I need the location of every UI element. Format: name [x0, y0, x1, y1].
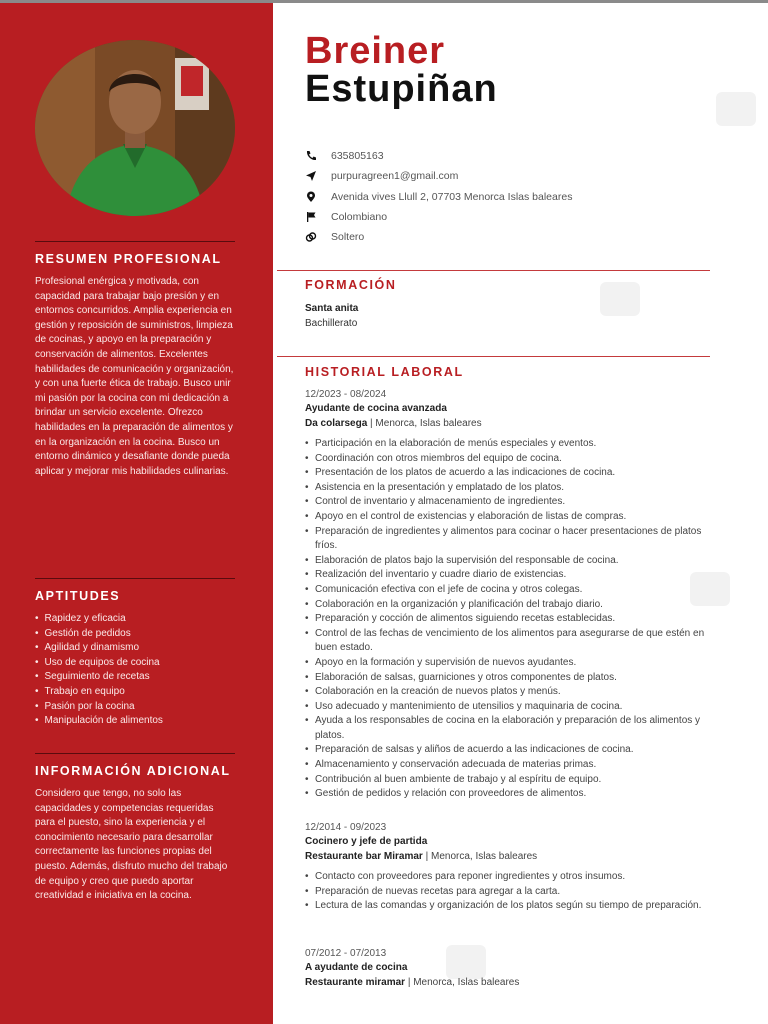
- summary-text: Profesional enérgica y motivada, con capacidad para trabajar bajo presión y en entornos concurridos. Amplia experiencia en gestión y reposición de suministros, limpieza de cocinas, y apoyo en la preparación y conservación de alimentos. Excelentes habilidades de comunicación y organización, y con una fuerte ética de trabajo. Busco unir mi pasión por la cocina con mi dedicación a brindar un servicio excelente. Ofrezco habilidades en la preparación de alimentos y en la organización en la cocina. Busco un entorno dinámico y desafiante donde pueda aplicar y mejorar mis habilidades culinarias.: [35, 276, 234, 477]
- job-company-line: Da colarsega | Menorca, Islas baleares: [305, 418, 482, 429]
- job-tasks: [305, 437, 710, 802]
- address-text: Avenida vives Llull 2, 07703 Menorca Islas baleares: [331, 190, 573, 203]
- education-institution: Santa anita: [305, 303, 359, 314]
- watermark-icon: [716, 92, 756, 126]
- education-degree: Bachillerato: [305, 318, 358, 329]
- job-location: Menorca, Islas baleares: [413, 977, 520, 988]
- task-item: • Participación en la elaboración de menús especiales y eventos.: [305, 437, 710, 452]
- contact-marital-status: [305, 227, 572, 247]
- job-company: Restaurante miramar: [305, 977, 406, 988]
- job-entry: [305, 820, 710, 914]
- send-icon: [305, 170, 331, 182]
- task-item: • Asistencia en la presentación y emplatado de los platos.: [305, 481, 710, 496]
- task-item: • Preparación de ingredientes y alimentos para cocinar o hacer presentaciones de platos fríos.: [305, 525, 710, 554]
- task-item: • Contacto con proveedores para reponer ingredientes y otros insumos.: [305, 870, 710, 885]
- profile-photo: [35, 40, 235, 216]
- job-company: Da colarsega: [305, 418, 368, 429]
- job-tasks: [305, 870, 710, 914]
- skills-list: [35, 612, 235, 729]
- marital-status-text: Soltero: [331, 231, 365, 244]
- rings-icon: [305, 231, 331, 243]
- skill-item: • Trabajo en equipo: [35, 685, 235, 700]
- task-item: • Presentación de los platos de acuerdo a las indicaciones de cocina.: [305, 466, 710, 481]
- task-item: • Realización del inventario y cuadre diario de existencias.: [305, 568, 710, 583]
- location-pin-icon: [305, 191, 331, 203]
- watermark-icon: [600, 282, 640, 316]
- divider: [35, 241, 235, 242]
- divider: [35, 753, 235, 754]
- section-divider: [277, 356, 710, 357]
- additional-text: Considero que tengo, no solo las capacidades y competencias requeridas para el puesto, sino la experiencia y el conocimiento necesario para desarrollar correctamente las funciones propias del puesto. Además, disfruto mucho del trabajo de equipo y creo que puedo aportar creatividad e iniciativa en la cocina.: [35, 788, 228, 902]
- task-item: • Preparación de nuevas recetas para agregar a la carta.: [305, 885, 710, 900]
- job-period: 07/2012 - 07/2013: [305, 948, 387, 959]
- job-company: Restaurante bar Miramar: [305, 851, 423, 862]
- last-name: Estupiñan: [305, 68, 498, 110]
- skills-section: [35, 578, 235, 729]
- task-item: • Coordinación con otros miembros del equipo de cocina.: [305, 452, 710, 467]
- task-item: • Comunicación efectiva con el jefe de cocina y otros colegas.: [305, 583, 710, 598]
- task-item: • Elaboración de platos bajo la supervisión del responsable de cocina.: [305, 554, 710, 569]
- job-role: Cocinero y jefe de partida: [305, 836, 428, 847]
- contact-nationality: [305, 207, 572, 227]
- summary-section: [35, 241, 235, 479]
- contact-list: [305, 146, 572, 247]
- work-history-title: HISTORIAL LABORAL: [305, 365, 464, 379]
- divider: [35, 578, 235, 579]
- job-entry: [305, 387, 710, 802]
- additional-title: INFORMACIÓN ADICIONAL: [35, 764, 231, 778]
- skill-item: • Agilidad y dinamismo: [35, 641, 235, 656]
- contact-address: [305, 187, 572, 207]
- task-item: • Uso adecuado y mantenimiento de utensilios y maquinaria de cocina.: [305, 700, 710, 715]
- job-company-line: Restaurante miramar | Menorca, Islas baleares: [305, 977, 520, 988]
- contact-phone: [305, 146, 572, 166]
- section-divider: [277, 270, 710, 271]
- job-role: A ayudante de cocina: [305, 962, 408, 973]
- skill-item: • Seguimiento de recetas: [35, 670, 235, 685]
- skill-item: • Manipulación de alimentos: [35, 714, 235, 729]
- flag-icon: [305, 211, 331, 223]
- education-title: FORMACIÓN: [305, 278, 397, 292]
- task-item: • Contribución al buen ambiente de trabajo y al espíritu de equipo.: [305, 773, 710, 788]
- task-item: • Preparación y cocción de alimentos siguiendo recetas establecidas.: [305, 612, 710, 627]
- task-item: • Apoyo en la formación y supervisión de nuevos ayudantes.: [305, 656, 710, 671]
- summary-title: RESUMEN PROFESIONAL: [35, 252, 222, 266]
- job-period: 12/2014 - 09/2023: [305, 822, 387, 833]
- job-role: Ayudante de cocina avanzada: [305, 403, 447, 414]
- phone-icon: [305, 150, 331, 162]
- skill-item: • Pasión por la cocina: [35, 700, 235, 715]
- skill-item: • Rapidez y eficacia: [35, 612, 235, 627]
- education-entry: [305, 301, 358, 331]
- task-item: • Control de las fechas de vencimiento de los alimentos para asegurarse de que estén en buen estado.: [305, 627, 710, 656]
- job-entry: [305, 946, 710, 990]
- sidebar: [0, 3, 273, 1024]
- contact-email: [305, 166, 572, 186]
- task-item: • Apoyo en el control de existencias y elaboración de listas de compras.: [305, 510, 710, 525]
- email-text: purpuragreen1@gmail.com: [331, 170, 459, 183]
- task-item: • Elaboración de salsas, guarniciones y otros componentes de platos.: [305, 671, 710, 686]
- skill-item: • Gestión de pedidos: [35, 627, 235, 642]
- first-name: Breiner: [305, 30, 446, 72]
- task-item: • Colaboración en la organización y planificación del trabajo diario.: [305, 598, 710, 613]
- job-company-line: Restaurante bar Miramar | Menorca, Islas baleares: [305, 851, 538, 862]
- task-item: • Control de inventario y almacenamiento de ingredientes.: [305, 495, 710, 510]
- task-item: • Colaboración en la creación de nuevos platos y menús.: [305, 685, 710, 700]
- job-location: Menorca, Islas baleares: [375, 418, 482, 429]
- task-item: • Preparación de salsas y aliños de acuerdo a las indicaciones de cocina.: [305, 743, 710, 758]
- skills-title: APTITUDES: [35, 589, 121, 603]
- task-item: • Lectura de las comandas y organización de los platos según su tiempo de preparación.: [305, 899, 710, 914]
- nationality-text: Colombiano: [331, 211, 388, 224]
- job-location: Menorca, Islas baleares: [430, 851, 538, 862]
- skill-item: • Uso de equipos de cocina: [35, 656, 235, 671]
- job-period: 12/2023 - 08/2024: [305, 389, 387, 400]
- task-item: • Ayuda a los responsables de cocina en la elaboración y preparación de los alimentos y platos.: [305, 714, 710, 743]
- task-item: • Almacenamiento y conservación adecuada de materias primas.: [305, 758, 710, 773]
- phone-text: 635805163: [331, 150, 384, 163]
- task-item: • Gestión de pedidos y relación con proveedores de alimentos.: [305, 787, 710, 802]
- additional-section: [35, 753, 235, 904]
